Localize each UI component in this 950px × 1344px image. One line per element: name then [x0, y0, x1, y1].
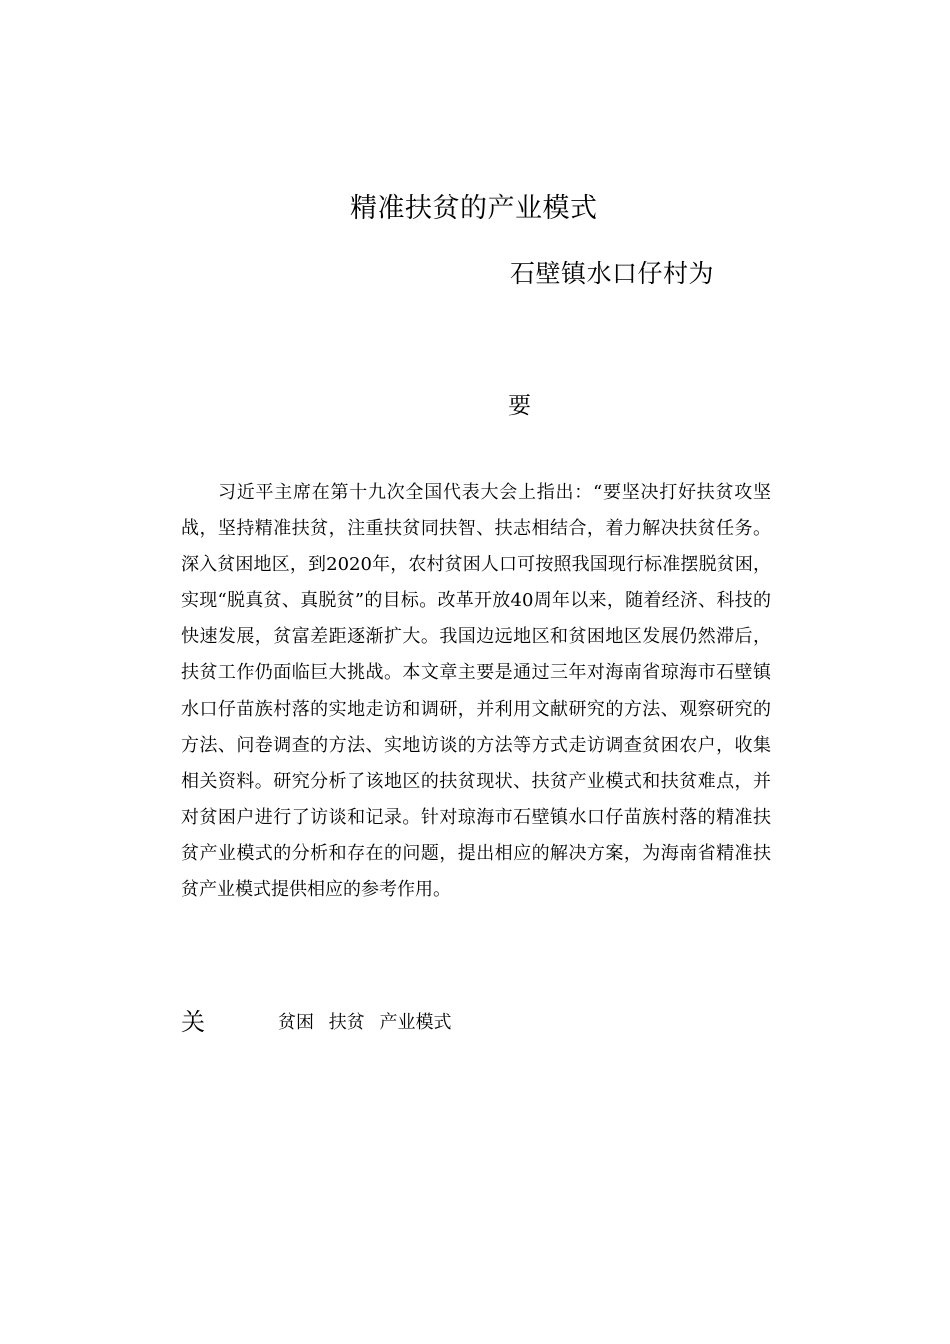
keyword-item: 产业模式: [379, 1012, 452, 1033]
keywords-list: [278, 1008, 460, 1034]
keywords-label: 关: [181, 1008, 205, 1036]
keyword-item: 贫困: [278, 1012, 314, 1033]
keyword-item: 扶贫: [328, 1012, 365, 1033]
abstract-body: [181, 475, 771, 908]
document-title: 精准扶贫的产业模式: [350, 193, 598, 224]
document-subtitle: 石壁镇水口仔村为: [510, 259, 715, 288]
abstract-paragraph: 习近平主席在第十九次全国代表大会上指出：“要坚决打好扶贫攻坚战，坚持精准扶贫，注重扶贫同扶智、扶志相结合，着力解决扶贫任务。深入贫困地区，到2020年，农村贫困人口可按照我国现行标准摆脱贫困，实现“脱真贫、真脱贫”的目标。改革开放40周年以来，随着经济、科技的快速发展，贫富差距逐渐扩大。我国边远地区和贫困地区发展仍然滞后，扶贫工作仍面临巨大挑战。本文章主要是通过三年对海南省琼海市石壁镇水口仔苗族村落的实地走访和调研，并利用文献研究的方法、观察研究的方法、问卷调查的方法、实地访谈的方法等方式走访调查贫困农户，收集相关资料。研究分析了该地区的扶贫现状、扶贫产业模式和扶贫难点，并对贫困户进行了访谈和记录。针对琼海市石壁镇水口仔苗族村落的精准扶贫产业模式的分析和存在的问题，提出相应的解决方案，为海南省精准扶贫产业模式提供相应的参考作用。: [181, 482, 771, 901]
abstract-heading: 要: [508, 393, 531, 419]
